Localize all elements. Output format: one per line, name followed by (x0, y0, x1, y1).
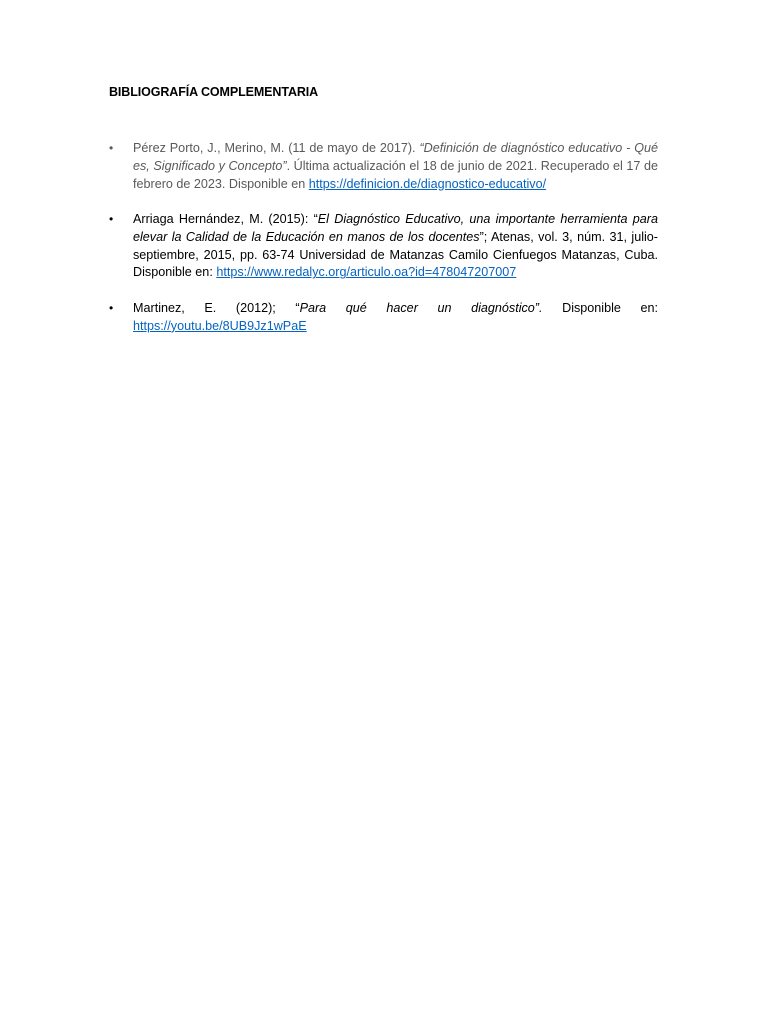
reference-details: ”; Atenas, vol. 3, núm. 31, julio-septiembre, 2015, pp. 63-74 Universidad de Matanzas Camilo Cienfuegos Matanzas, Cuba. Disponible en: (133, 229, 658, 280)
reference-item (109, 140, 658, 193)
reference-details: . Última actualización el 18 de junio de 2021. Recuperado el 17 de febrero de 2023. Disponible en (133, 158, 658, 191)
reference-title: El Diagnóstico Educativo, una importante herramienta para elevar la Calidad de la Educación en manos de los docentes (133, 212, 658, 244)
reference-title: “Definición de diagnóstico educativo - Qué es, Significado y Concepto” (133, 141, 658, 173)
reference-author: Martinez, E. (2012); “ (133, 301, 300, 315)
reference-details: Disponible en: (542, 301, 659, 315)
reference-text (133, 211, 658, 282)
reference-item (109, 211, 658, 282)
bullet-icon: • (109, 212, 114, 226)
bullet-icon: • (109, 141, 114, 155)
section-heading: BIBLIOGRAFÍA COMPLEMENTARIA (109, 85, 319, 99)
bullet-icon: • (109, 301, 114, 315)
reference-title: Para qué hacer un diagnóstico”. (299, 301, 543, 315)
reference-link[interactable]: https://www.redalyc.org/articulo.oa?id=478047207007 (216, 265, 517, 280)
reference-link[interactable]: https://definicion.de/diagnostico-educativo/ (308, 176, 547, 191)
reference-text (133, 300, 658, 336)
reference-link[interactable]: https://youtu.be/8UB9Jz1wPaE (133, 318, 307, 333)
reference-author: Pérez Porto, J., Merino, M. (11 de mayo de 2017). (133, 141, 420, 155)
reference-first-line (133, 300, 658, 318)
reference-author: Arriaga Hernández, M. (2015): “ (133, 212, 318, 226)
reference-text (133, 140, 658, 193)
reference-item (109, 300, 658, 336)
